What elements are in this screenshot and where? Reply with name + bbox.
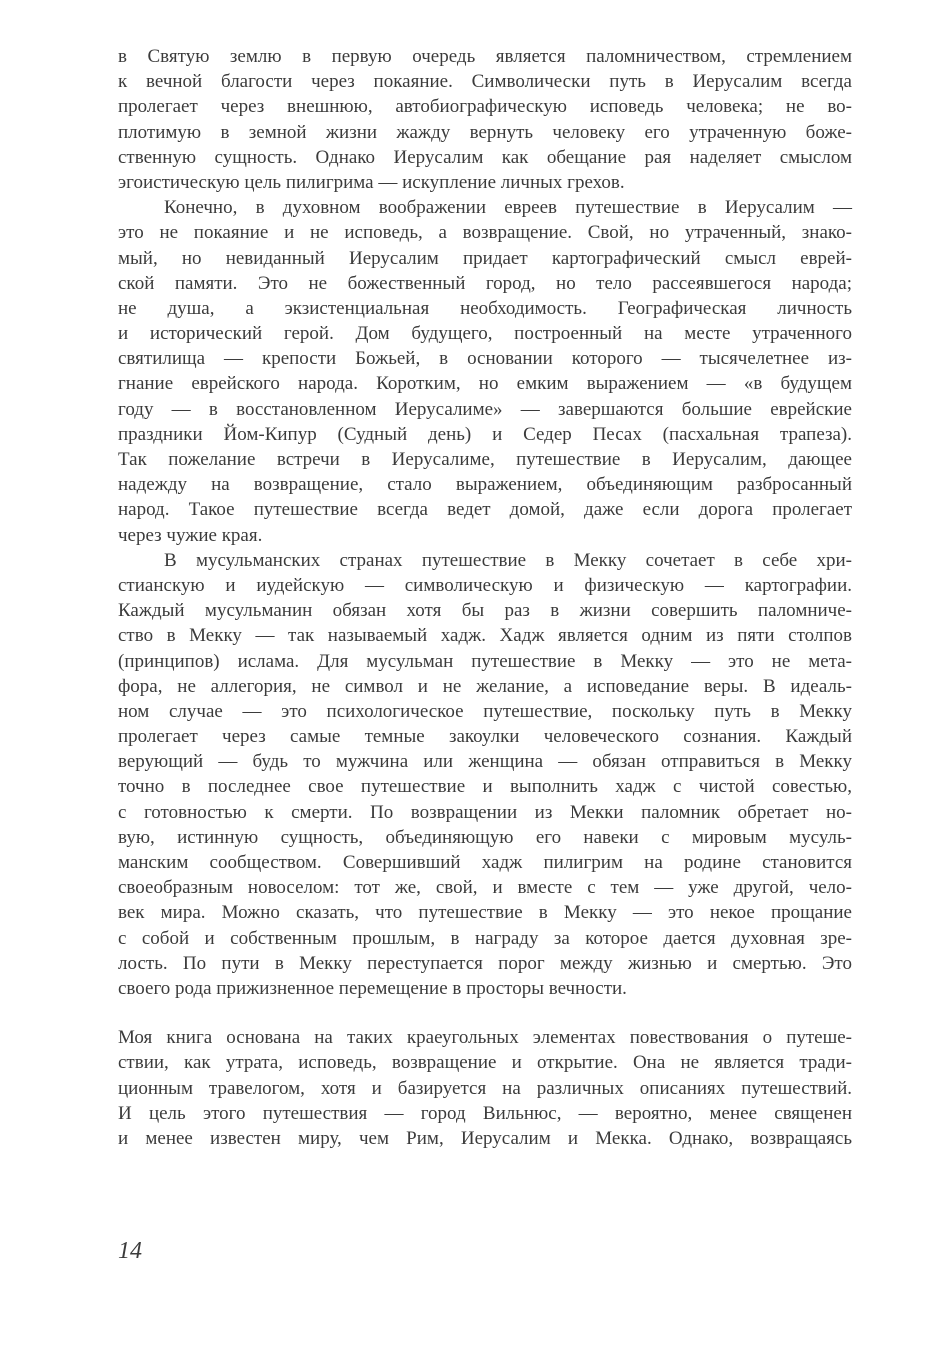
text-line: верующий — будь то мужчина или женщина — обязан отправиться в Мекку <box>118 751 852 773</box>
text-line: в Святую землю в первую очередь является паломничеством, стремлением <box>118 46 852 67</box>
text-line: с готовностью к смерти. По возвращении из Мекки паломник обретает но- <box>118 801 852 823</box>
page-number: 14 <box>118 1238 142 1264</box>
text-line: вую, истинную сущность, объединяющую его навеки с мировым мусуль- <box>118 826 852 848</box>
text-line: век мира. Можно сказать, что путешествие в Мекку — это некое прощание <box>118 902 852 924</box>
text-line: и менее известен миру, чем Рим, Иерусалим и Мекка. Однако, возвращаясь <box>118 1127 852 1149</box>
text-line: народ. Такое путешествие всегда ведет домой, даже если дорога пролегает <box>118 499 852 521</box>
text-line: манским сообществом. Совершивший хадж пилигрим на родине становится <box>118 852 852 873</box>
text-line: стианскую и иудейскую — символическую и физическую — картографии. <box>118 574 852 596</box>
text-line: мый, но невиданный Иерусалим придает картографический смысл еврей- <box>118 247 852 269</box>
text-line: эгоистическую цель пилигрима — искупление личных грехов. <box>118 171 625 193</box>
text-line: это не покаяние и не исповедь, а возвращение. Свой, но утраченный, знако- <box>118 222 852 244</box>
text-line: пролегает через внешнюю, автобиографическую исповедь человека; не во- <box>118 96 852 118</box>
text-line: точно в последнее свое путешествие и выполнить хадж с чистой совестью, <box>118 776 852 798</box>
text-line: и исторический герой. Дом будущего, построенный на месте утраченного <box>118 323 852 345</box>
text-line: В мусульманских странах путешествие в Мекку сочетает в себе хри- <box>164 549 852 571</box>
text-line: фора, не аллегория, не символ и не желание, а исповедание веры. В идеаль- <box>118 675 852 697</box>
text-line: своеобразным новоселом: тот же, свой, и вместе с тем — уже другой, чело- <box>118 877 852 899</box>
text-line: году — в восстановленном Иерусалиме» — завершаются большие еврейские <box>118 398 852 420</box>
paragraph <box>118 548 852 1001</box>
text-line: ской памяти. Это не божественный город, но тело рассеявшегося народа; <box>118 272 852 294</box>
text-line: святилища — крепости Божьей, в основании которого — тысячелетнее из- <box>118 348 852 370</box>
text-line: пролегает через самые темные закоулки человеческого сознания. Каждый <box>118 726 852 748</box>
text-line: (принципов) ислама. Для мусульман путешествие в Мекку — это не мета- <box>118 650 852 672</box>
text-line: Так пожелание встречи в Иерусалиме, путешествие в Иерусалим, дающее <box>118 449 852 470</box>
text-line: к вечной благости через покаяние. Символически путь в Иерусалим всегда <box>118 71 852 93</box>
text-line: гнание еврейского народа. Коротким, но емким выражением — «в будущем <box>118 373 852 395</box>
paragraph <box>118 44 852 195</box>
text-line: своего рода прижизненное перемещение в просторы вечности. <box>118 977 627 999</box>
text-line: Моя книга основана на таких краеугольных элементах повествования о путеше- <box>118 1027 852 1049</box>
paragraph <box>118 195 852 548</box>
text-line: плотимую в земной жизни жажду вернуть человеку его утраченную боже- <box>118 121 852 143</box>
text-line: Каждый мусульманин обязан хотя бы раз в жизни совершить паломниче- <box>118 600 852 622</box>
paragraph <box>118 1025 852 1151</box>
text-line: Конечно, в духовном воображении евреев путешествие в Иерусалим — <box>164 197 852 219</box>
text-line: не душа, а экзистенциальная необходимость. Географическая личность <box>118 297 852 319</box>
text-line: И цель этого путешествия — город Вильнюс, — вероятно, менее священен <box>118 1102 852 1124</box>
page-body <box>118 44 852 1151</box>
text-line: через чужие края. <box>118 524 263 546</box>
text-line: ном случае — это психологическое путешествие, поскольку путь в Мекку <box>118 700 852 722</box>
text-line: лость. По пути в Мекку переступается порог между жизнью и смертью. Это <box>118 952 852 974</box>
text-line: надежду на возвращение, стало выражением, объединяющим разбросанный <box>118 474 852 496</box>
text-line: ствии, как утрата, исповедь, возвращение и открытие. Она не является тради- <box>118 1052 852 1074</box>
text-line: с собой и собственным прошлым, в награду за которое дается духовная зре- <box>118 927 852 949</box>
text-line: ционным травелогом, хотя и базируется на различных описаниях путешествий. <box>118 1077 852 1099</box>
text-line: праздники Йом-Кипур (Судный день) и Седер Песах (пасхальная трапеза). <box>118 423 852 445</box>
text-line: ство в Мекку — так называемый хадж. Хадж является одним из пяти столпов <box>118 625 852 647</box>
text-line: ственную сущность. Однако Иерусалим как обещание рая наделяет смыслом <box>118 146 852 168</box>
